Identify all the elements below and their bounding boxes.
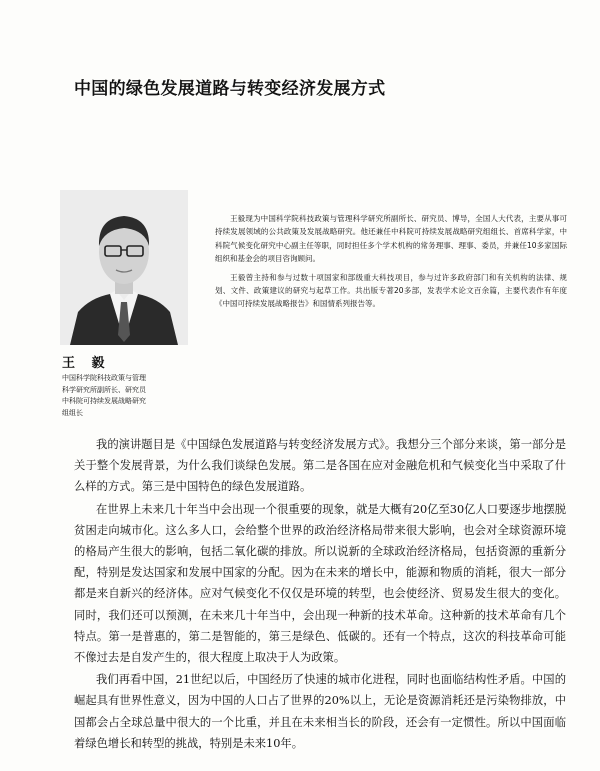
body-paragraph: 我们再看中国，21世纪以后，中国经历了快速的城市化进程，同时也面临结构性矛盾。中国的崛起具有世界性意义，因为中国的人口占了世界的20%以上，无论是资源消耗还是污染物排放，中国都会占全球总量中很大的一个比重，并且在未来相当长的阶段，还会有一定惯性。所以中国面临着绿色增长和转型的挑战，特别是未来10年。 [74, 673, 566, 750]
bio-paragraph: 王毅现为中国科学院科技政策与管理科学研究所副所长、研究员、博导，全国人大代表，主要从事可持续发展领域的公共政策及发展战略研究。他还兼任中科院可持续发展战略研究组组长、首席科学家，中科院气候变化研究中心副主任等职，同时担任多个学术机构的常务理事、理事、委员，并兼任10多家国际组织和基金会的项目咨询顾问。 [215, 214, 567, 264]
author-name: 王 毅 [62, 356, 111, 371]
article-body [74, 434, 566, 755]
affiliation-line: 中科院可持续发展战略研究 [62, 397, 146, 405]
article-title: 中国的绿色发展道路与转变经济发展方式 [74, 79, 386, 99]
affiliation-line: 科学研究所副所长、研究员 [62, 385, 146, 394]
author-portrait [60, 190, 188, 345]
author-affiliation [62, 373, 202, 419]
affiliation-line: 组组长 [62, 408, 83, 417]
bio-paragraph: 王毅曾主持和参与过数十项国家和部级重大科技项目，参与过许多政府部门和有关机构的法律、规划、文件、政策建议的研究与起草工作。共出版专著20多部，发表学术论文百余篇，主要代表作有年度《中国可持续发展战略报告》和国情系列报告等。 [215, 272, 567, 309]
body-paragraph: 我的演讲题目是《中国绿色发展道路与转变经济发展方式》。我想分三个部分来谈，第一部分是关于整个发展背景，为什么我们谈绿色发展。第二是各国在应对金融危机和气候变化当中采取了什么样的方式。第三是中国特色的绿色发展道路。 [74, 438, 566, 494]
body-paragraph: 在世界上未来几十年当中会出现一个很重要的现象，就是大概有20亿至30亿人口要逐步地摆脱贫困走向城市化。这么多人口，会给整个世界的政治经济格局带来很大影响，也会对全球资源环境的格局产生很大的影响，包括二氧化碳的排放。所以说新的全球政治经济格局，包括资源的重新分配，特别是发达国家和发展中国家的分配。因为在未来的增长中，能源和物质的消耗，很大一部分都是来自新兴的经济体。应对气候变化不仅仅是环境的转型，也会使经济、贸易发生很大的变化。同时，我们还可以预测，在未来几十年当中，会出现一种新的技术革命。这种新的技术革命有几个特点。第一是普惠的，第二是智能的，第三是绿色、低碳的。还有一个特点，这次的科技革命可能不像过去是自发产生的，很大程度上取决于人为政策。 [74, 502, 566, 665]
affiliation-line: 中国科学院科技政策与管理 [62, 374, 146, 382]
author-bio [215, 212, 567, 316]
